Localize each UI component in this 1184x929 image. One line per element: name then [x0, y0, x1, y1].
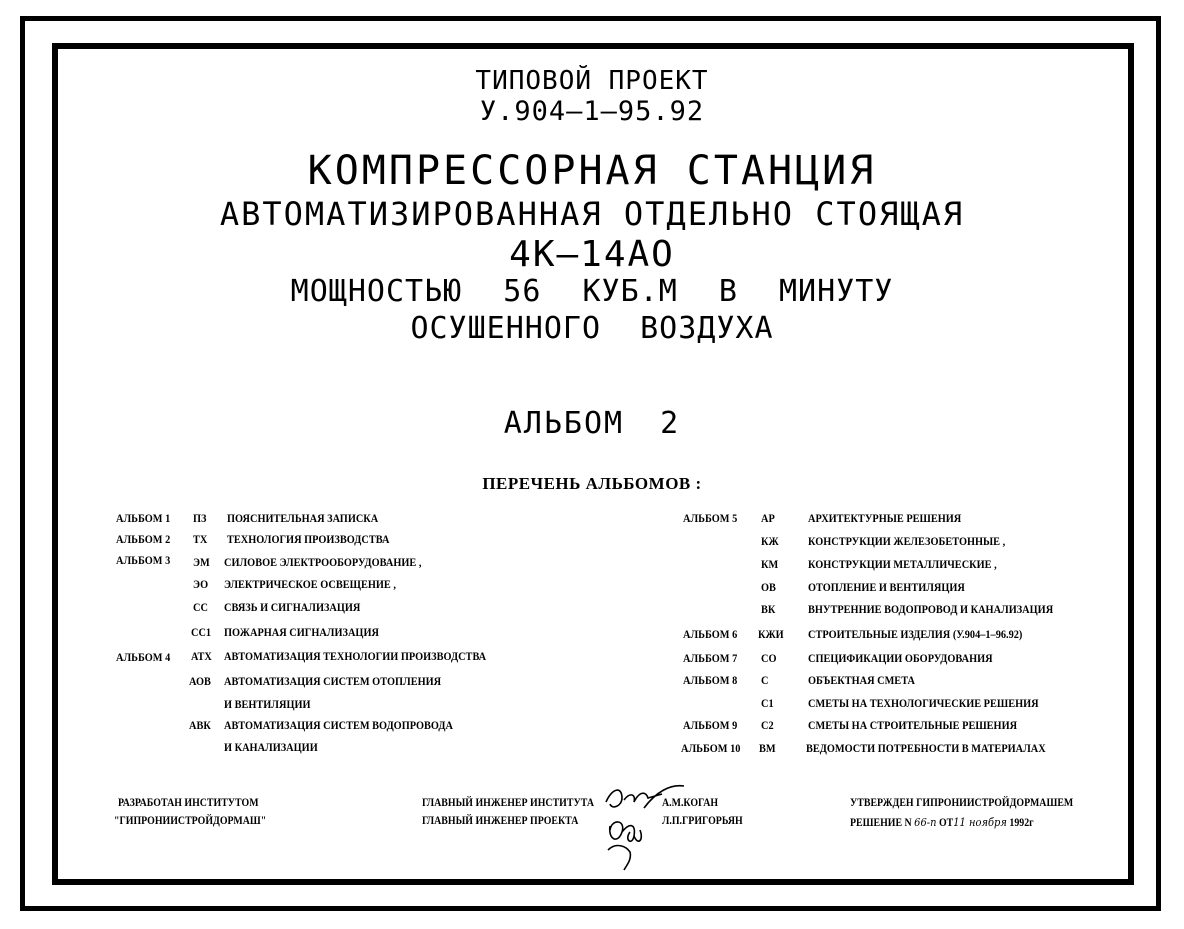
decision-date: 11 ноября: [953, 815, 1007, 829]
album-code: ЭМ: [193, 555, 210, 569]
album-number: АЛЬБОМ 2: [503, 406, 681, 441]
album-label: АЛЬБОМ 5: [683, 511, 738, 525]
album-description: ОБЪЕКТНАЯ СМЕТА: [808, 673, 916, 687]
album-label: АЛЬБОМ 1: [116, 511, 171, 525]
signatures-image: [600, 780, 690, 875]
approval-decision: [850, 815, 1034, 829]
album-label: АЛЬБОМ 10: [681, 741, 741, 755]
album-code: СО: [761, 651, 777, 665]
album-code: АР: [761, 511, 775, 525]
model-code: 4К–14АО: [509, 234, 675, 275]
signer-2-name: Л.П.ГРИГОРЬЯН: [662, 815, 743, 827]
album-code: СС: [193, 600, 208, 614]
album-description: ОТОПЛЕНИЕ И ВЕНТИЛЯЦИЯ: [808, 580, 965, 594]
album-description: СМЕТЫ НА СТРОИТЕЛЬНЫЕ РЕШЕНИЯ: [808, 718, 1018, 732]
album-description: ТЕХНОЛОГИЯ ПРОИЗВОДСТВА: [227, 532, 390, 546]
album-code: ВК: [761, 602, 776, 616]
decision-number: 66-п: [914, 815, 937, 829]
album-description: КОНСТРУКЦИИ ЖЕЛЕЗОБЕТОННЫЕ ,: [808, 534, 1006, 548]
chief-engineer-institute-label: ГЛАВНЫЙ ИНЖЕНЕР ИНСТИТУТА: [422, 797, 594, 809]
album-code: АОВ: [189, 674, 211, 688]
album-description: ПОЖАРНАЯ СИГНАЛИЗАЦИЯ: [224, 625, 379, 639]
album-description: ЭЛЕКТРИЧЕСКОЕ ОСВЕЩЕНИЕ ,: [224, 577, 396, 591]
album-code: ВМ: [759, 741, 776, 755]
album-label: АЛЬБОМ 8: [683, 673, 738, 687]
album-description: СПЕЦИФИКАЦИИ ОБОРУДОВАНИЯ: [808, 651, 993, 665]
chief-engineer-project-label: ГЛАВНЫЙ ИНЖЕНЕР ПРОЕКТА: [422, 815, 579, 827]
album-code: ЭО: [193, 577, 209, 591]
album-description: И КАНАЛИЗАЦИИ: [224, 740, 318, 754]
project-code: У.904–1–95.92: [479, 96, 705, 127]
approval-label: УТВЕРЖДЕН ГИПРОНИИСТРОЙДОРМАШЕМ: [850, 797, 1074, 809]
album-description: СМЕТЫ НА ТЕХНОЛОГИЧЕСКИЕ РЕШЕНИЯ: [808, 696, 1039, 710]
album-label: АЛЬБОМ 6: [683, 627, 738, 641]
album-code: СС1: [191, 625, 212, 639]
album-description: ВЕДОМОСТИ ПОТРЕБНОСТИ В МАТЕРИАЛАХ: [806, 741, 1046, 755]
developer-org: "ГИПРОНИИСТРОЙДОРМАШ": [114, 815, 267, 827]
album-code: АВК: [189, 718, 211, 732]
albums-list-heading: ПЕРЕЧЕНЬ АЛЬБОМОВ :: [482, 474, 702, 493]
project-type: ТИПОВОЙ ПРОЕКТ: [475, 66, 709, 96]
decision-from: ОТ: [938, 817, 954, 829]
album-description: СТРОИТЕЛЬНЫЕ ИЗДЕЛИЯ (У.904–1–96.92): [808, 627, 1023, 641]
signer-1-name: А.М.КОГАН: [662, 797, 719, 809]
album-description: АВТОМАТИЗАЦИЯ СИСТЕМ ОТОПЛЕНИЯ: [224, 674, 442, 688]
album-code: АТХ: [191, 649, 212, 663]
album-code: ТХ: [193, 532, 208, 546]
album-description: ВНУТРЕННИЕ ВОДОПРОВОД И КАНАЛИЗАЦИЯ: [808, 602, 1054, 616]
album-label: АЛЬБОМ 2: [116, 532, 171, 546]
album-label: АЛЬБОМ 4: [116, 650, 171, 664]
album-description: КОНСТРУКЦИИ МЕТАЛЛИЧЕСКИЕ ,: [808, 557, 997, 571]
album-label: АЛЬБОМ 9: [683, 718, 738, 732]
capacity-line-1: МОЩНОСТЬЮ 56 КУБ.М В МИНУТУ: [290, 274, 894, 309]
album-code: С1: [761, 696, 774, 710]
album-description: И ВЕНТИЛЯЦИИ: [224, 697, 311, 711]
album-description: СВЯЗЬ И СИГНАЛИЗАЦИЯ: [224, 600, 361, 614]
album-description: СИЛОВОЕ ЭЛЕКТРООБОРУДОВАНИЕ ,: [224, 555, 422, 569]
album-code: ОВ: [761, 580, 776, 594]
developer-label: РАЗРАБОТАН ИНСТИТУТОМ: [118, 797, 259, 809]
album-label: АЛЬБОМ 7: [683, 651, 738, 665]
album-description: АРХИТЕКТУРНЫЕ РЕШЕНИЯ: [808, 511, 962, 525]
album-description: АВТОМАТИЗАЦИЯ СИСТЕМ ВОДОПРОВОДА: [224, 718, 453, 732]
album-code: КМ: [761, 557, 779, 571]
album-code: С2: [761, 718, 774, 732]
decision-prefix: РЕШЕНИЕ N: [850, 817, 912, 829]
capacity-line-2: ОСУШЕННОГО ВОЗДУХА: [410, 311, 774, 346]
album-label: АЛЬБОМ 3: [116, 553, 171, 567]
decision-year: 1992г: [1009, 817, 1034, 829]
album-code: С: [761, 673, 769, 687]
album-code: КЖИ: [758, 627, 784, 641]
document-title: КОМПРЕССОРНАЯ СТАНЦИЯ: [307, 148, 877, 194]
album-code: ПЗ: [193, 511, 207, 525]
album-description: ПОЯСНИТЕЛЬНАЯ ЗАПИСКА: [227, 511, 379, 525]
album-code: КЖ: [761, 534, 779, 548]
document-subtitle: АВТОМАТИЗИРОВАННАЯ ОТДЕЛЬНО СТОЯЩАЯ: [219, 195, 965, 233]
album-description: АВТОМАТИЗАЦИЯ ТЕХНОЛОГИИ ПРОИЗВОДСТВА: [224, 649, 487, 663]
